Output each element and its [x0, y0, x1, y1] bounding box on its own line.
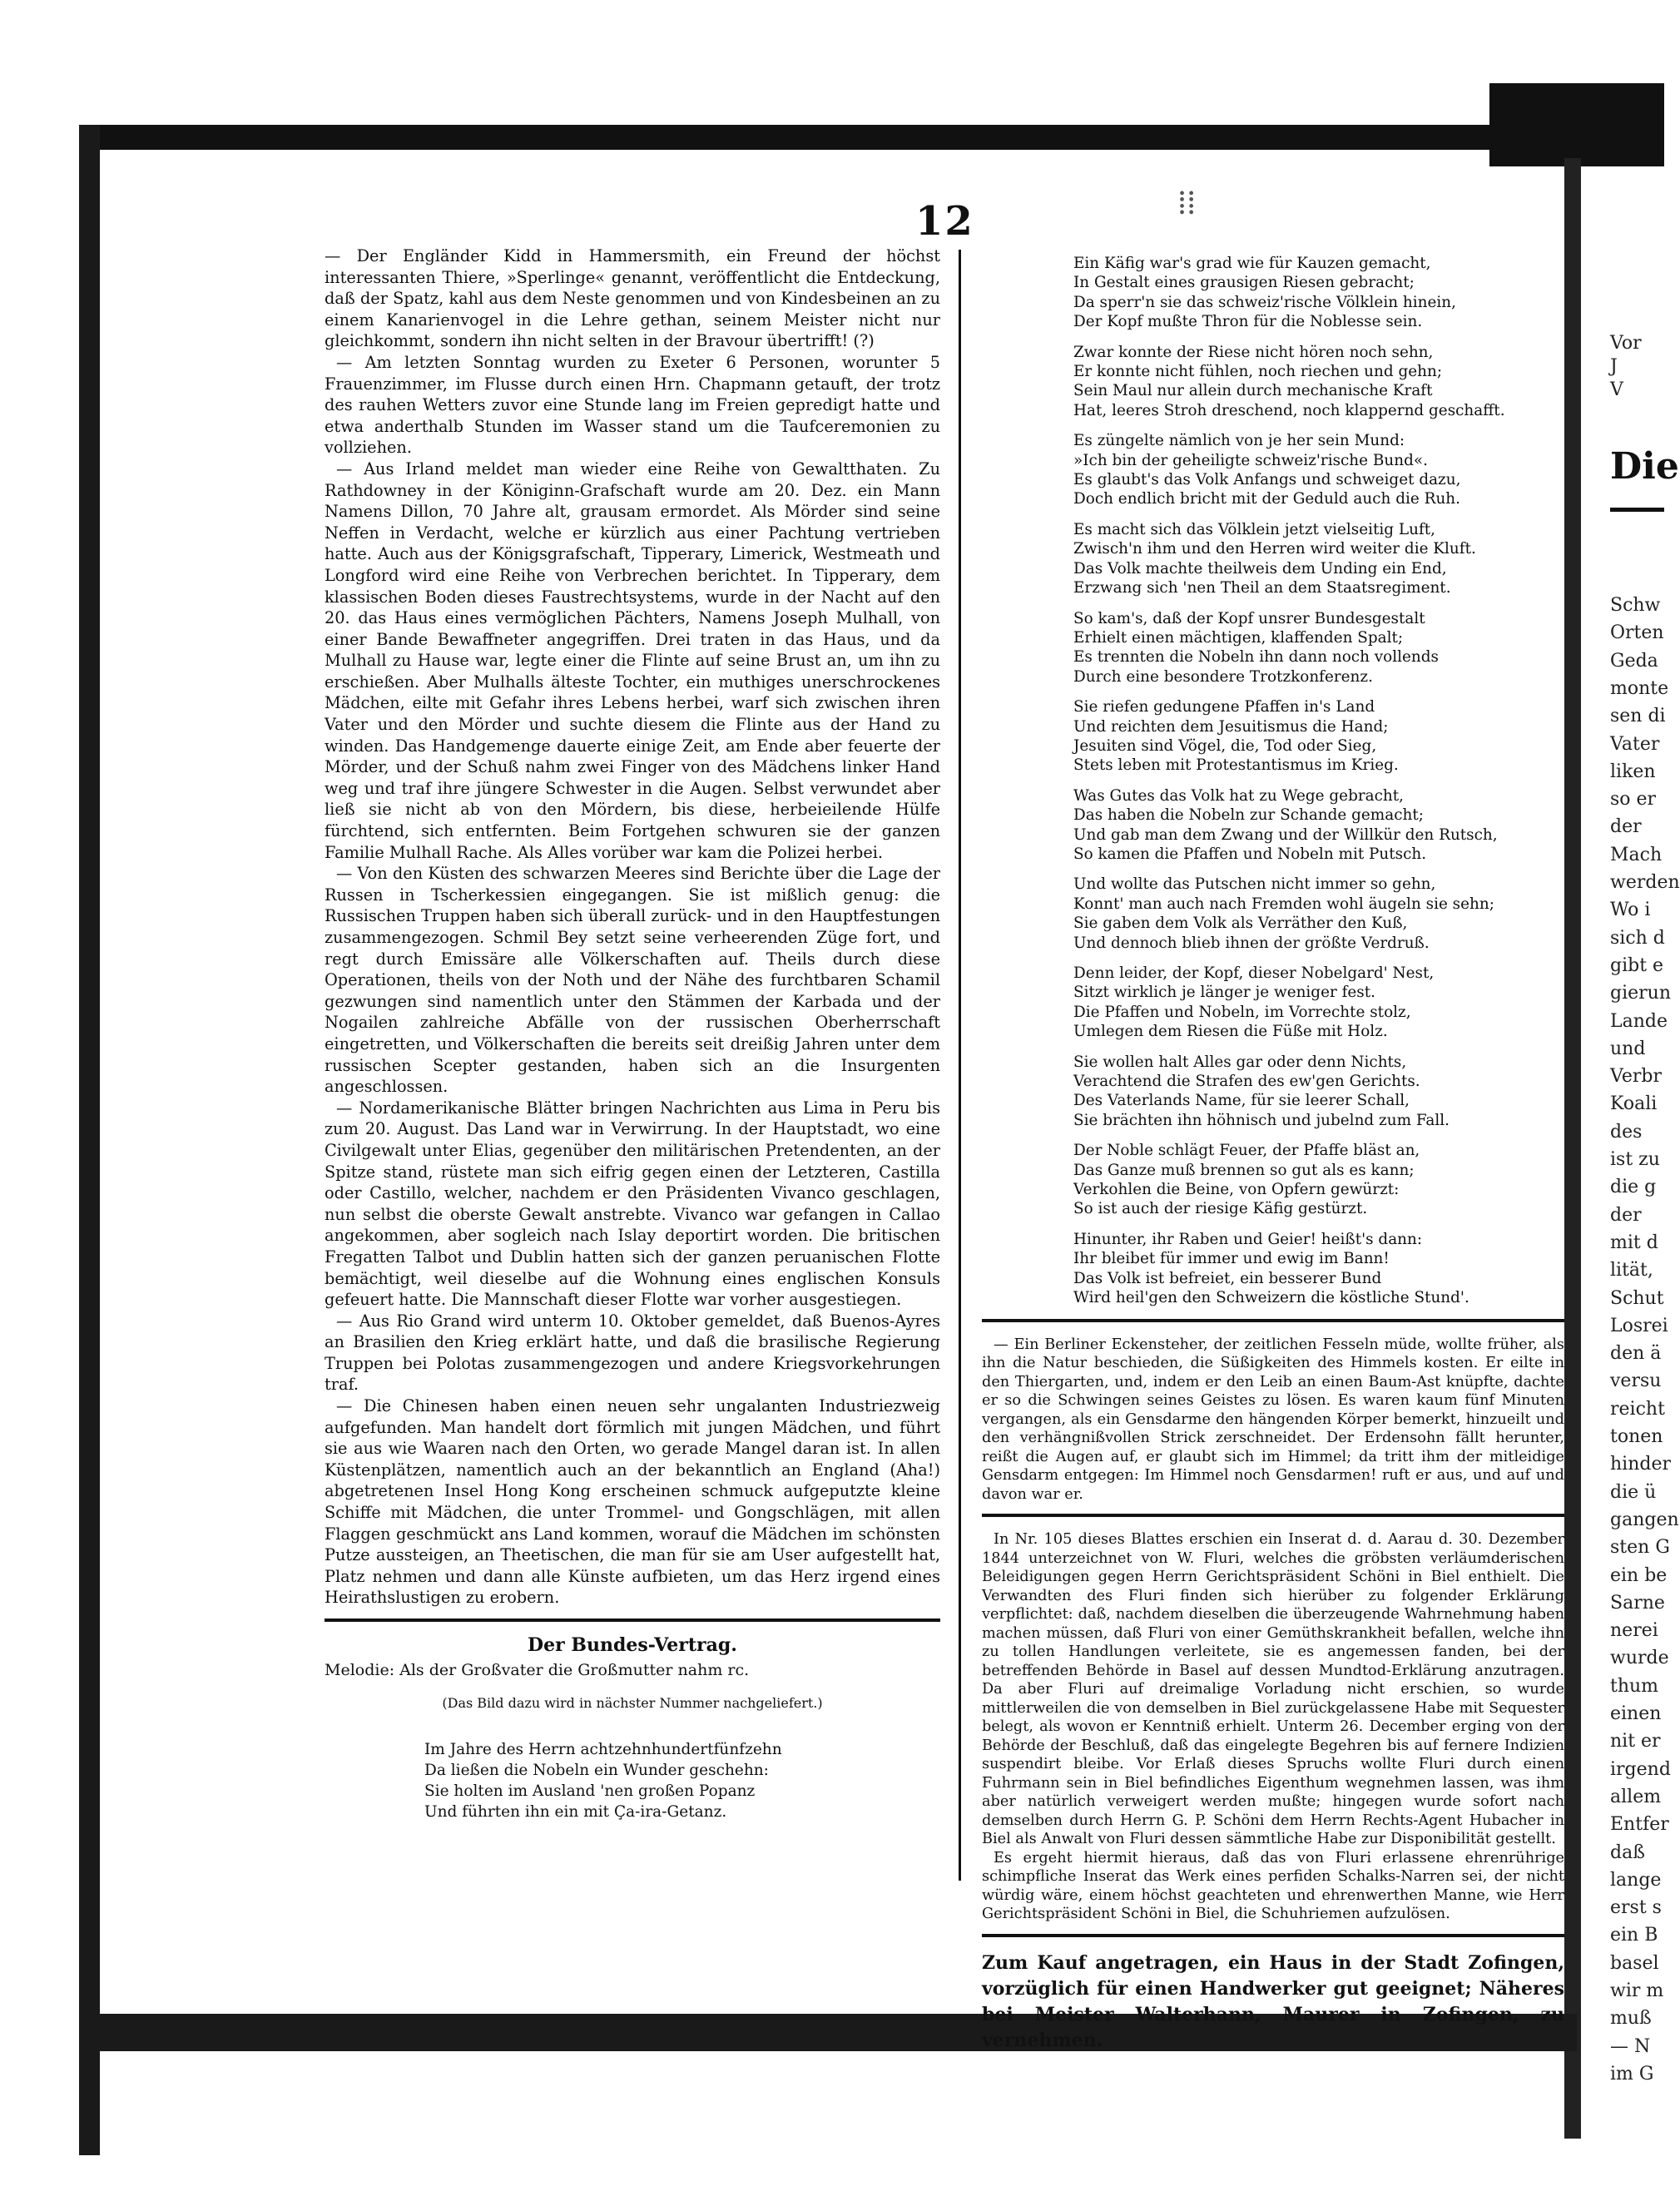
verse-line: Zwar konnte der Riese nicht hören noch sehn, [1073, 343, 1434, 361]
verse-line: Hinunter, ihr Raben und Geier! heißt's dann: [1073, 1230, 1423, 1248]
adjacent-page-line: Schut [1610, 1287, 1664, 1309]
verse-line: Das Volk machte theilweis dem Unding ein End, [1073, 559, 1447, 578]
adjacent-page-line: gierun [1610, 983, 1671, 1004]
page-number: 12 [915, 198, 974, 245]
poem-stanza [1073, 520, 1564, 598]
adjacent-page-line: Geda [1610, 650, 1658, 672]
verse-line: Und wollte das Putschen nicht immer so gehn, [1073, 875, 1436, 894]
news-item-peru: — Nordamerikanische Blätter bringen Nachrichten aus Lima in Peru bis zum 20. August. Das Land war in Verwirrung. In der Hauptstadt, wo eine Civilgewalt unter Elias, gegenüber den militärischen Pretendenten, an der Spitze stand, rüstete man sich eifrig gegen einen der Letzteren, Castilla oder Castillo, welcher, nachdem er den Präsidenten Vivanco geschlagen, nun selbst die oberste Gewalt anstrebte. Vivanco war gefangen in Callao angekommen, aber sogleich nach Islay deportirt worden. Die britischen Fregatten Talbot und Dublin hatten sich der ganzen peruanischen Flotte bemächtigt, weil dieselbe auf die Wohnung eines englischen Konsuls gefeuert hatte. Die Mannschaft dieser Flotte war vorher ausgestiegen. [325, 1098, 940, 1310]
adjacent-page-line: einen [1610, 1703, 1662, 1724]
verse-line: Das Volk ist befreiet, ein besserer Bund [1073, 1269, 1382, 1287]
adjacent-page-line: im G [1610, 2063, 1654, 2085]
poem-melody: Melodie: Als der Großvater die Großmutter nahm rc. [325, 1660, 750, 1679]
verse-line: Sie wollen halt Alles gar oder denn Nichts, [1073, 1053, 1407, 1071]
verse-line: Des Vaterlands Name, für sie leerer Schall, [1073, 1092, 1410, 1110]
verse-line: Ihr bleibet für immer und ewig im Bann! [1073, 1250, 1390, 1268]
poem-stanza [1073, 964, 1564, 1042]
poem-stanza [1073, 875, 1564, 953]
adjacent-page-line: sich d [1610, 927, 1665, 949]
verse-line: So kam's, daß der Kopf unsrer Bundesgestalt [1073, 609, 1425, 627]
adjacent-page-line: Sarne [1610, 1592, 1665, 1614]
news-item-sparrow: — Der Engländer Kidd in Hammersmith, ein Freund der höchst interessanten Thiere, »Sperlinge« genannt, veröffentlicht die Entdeckung, daß der Spatz, kahl aus dem Neste genommen und von Kindesbeinen an zu einem Kanarienvogel in die Lehre gethan, seinem Meister nicht nur gleichkommt, sondern ihn nicht selten in der Bravour übertrifft! (?) [325, 246, 940, 351]
verse-line: Verkohlen die Beine, von Opfern gewürzt: [1073, 1181, 1400, 1199]
adjacent-page-line: gibt e [1610, 954, 1664, 976]
section-rule [982, 1514, 1564, 1517]
adjacent-page-line: lität, [1610, 1260, 1653, 1281]
verse-line: Und führten ihn ein mit Ça-ira-Getanz. [424, 1802, 727, 1821]
adjacent-page-line: der [1610, 1204, 1642, 1226]
adjacent-page-line: Wo i [1610, 900, 1651, 921]
news-item-black-sea: — Von den Küsten des schwarzen Meeres sind Berichte über die Lage der Russen in Tscherkessien eingegangen. Sie ist mißlich genug: die Russischen Truppen haben sich überall zurück- und in den Hauptfestungen zusammengezogen. Schmil Bey setzt seine verheerenden Züge fort, und regt durch Emissäre alle Völkerschaften auf. Theils durch diese Operationen, theils von der Noth und der Nähe des furchtbaren Schamil gezwungen sind namentlich unter den Stämmen der Karbada und der Nogailen zahlreiche Abfälle von der russischen Oberherrschaft eingetretten, und Völkerschaften die bereits seit dreißig Jahren unter dem russischen Scepter gestanden, haben sich an die Insurgenten angeschlossen. [325, 864, 940, 1097]
poem-stanza [1073, 431, 1564, 509]
verse-line: Und dennoch blieb ihnen der größte Verdruß. [1073, 934, 1430, 952]
adjacent-page-line: ein B [1610, 1925, 1658, 1946]
adjacent-page-line: mit d [1610, 1232, 1658, 1253]
verse-line: Denn leider, der Kopf, dieser Nobelgard' Nest, [1073, 964, 1435, 982]
adjacent-page-line: wir m [1610, 1980, 1664, 2001]
verse-line: Durch eine besondere Trotzkonferenz. [1073, 667, 1373, 686]
notice-paragraph: In Nr. 105 dieses Blattes erschien ein Inserat d. d. Aarau d. 30. Dezember 1844 unterzeichnet von W. Fluri, welches die gröbsten verläumderischen Beleidigungen gegen Herrn Gerichtspräsident Schöni in Biel enthielt. Die Verwandten des Fluri finden sich hierüber zu folgender Erklärung verpflichtet: daß, nachdem dieselben die überzeugende Wahrnehmung haben machen müssen, daß Fluri von einer Gemüthskrankheit befallen, welche ihn zu tollen Handlungen verleitete, sie es angemessen fanden, bei der betreffenden Behörde in Basel auf dessen Mundtod-Erklärung anzutragen. Da aber Fluri auf dreimalige Vorladung nicht erschien, so wurde mittlerweilen die von demselben in Biel zurückgelassene Habe mit Sequester belegt, als wovon er Kenntniß erhielt. Unterm 26. December erging von der Behörde der Beschluß, daß das eingelegte Begehren bis auf fernere Indizien suspendirt bleibe. Vor Erlaß dieses Spruchs wollte Fluri durch einen Fuhrmann sein in Biel befindliches Eigenthum wegnehmen lassen, was ihm aber natürlich verweigert werden mußte; hingegen wurde sofort nach demselben durch Herrn G. P. Schöni dem Herrn Rechts-Agent Hubacher in Biel als Anwalt von Fluri dessen sämmtliche Habe zur Disponibilität gestellt. [982, 1531, 1564, 1847]
adjacent-page-line: wurde [1610, 1648, 1669, 1669]
adjacent-page-line: sen di [1610, 706, 1666, 727]
poem-stanza [1073, 1053, 1564, 1131]
section-rule [325, 1619, 940, 1622]
notice-fluri [982, 1530, 1564, 1924]
verse-line: Sie brächten ihn höhnisch und jubelnd zum Fall. [1073, 1111, 1450, 1129]
verse-line: Verachtend die Strafen des ew'gen Gerichts. [1073, 1073, 1420, 1091]
verse-line: Da sperr'n sie das schweiz'rische Völklein hinein, [1073, 293, 1456, 311]
verse-line: Der Kopf mußte Thron für die Noblesse sein. [1073, 313, 1423, 331]
adjacent-page-line: allem [1610, 1786, 1662, 1807]
adjacent-page-line: — N [1610, 2035, 1651, 2057]
adjacent-page-line: und [1610, 1038, 1646, 1059]
adjacent-page-rule [1610, 508, 1664, 512]
adjacent-page-line: thum [1610, 1675, 1659, 1697]
adjacent-page-line: ein be [1610, 1564, 1668, 1586]
verse-line: Und reichten dem Jesuitismus die Hand; [1073, 717, 1389, 736]
news-item-baptism: — Am letzten Sonntag wurden zu Exeter 6 Personen, worunter 5 Frauenzimmer, im Flusse durch einen Hrn. Chapmann getauft, der trotz des rauhen Wetters zuvor eine Stunde lang im Freien gepredigt hatte und etwa anderthalb Stunden im Wasser stand um die Taufceremonien zu vollziehen. [325, 352, 940, 458]
verse-line: Es trennten die Nobeln ihn dann noch vollends [1073, 648, 1439, 667]
scan-border-left [79, 125, 100, 2155]
verse-line: Es macht sich das Völklein jetzt vielseitig Luft, [1073, 520, 1435, 538]
verse-line: Das haben die Nobeln zur Schande gemacht; [1073, 806, 1424, 825]
verse-line: Sie holten im Ausland 'nen großen Popanz [424, 1782, 756, 1800]
adjacent-page-line: die ü [1610, 1481, 1657, 1503]
section-rule [982, 1934, 1564, 1937]
poem-first-stanza [424, 1739, 940, 1822]
adjacent-page-line: sten G [1610, 1537, 1670, 1559]
poem-title: Der Bundes-Vertrag. [528, 1634, 737, 1656]
verse-line: Es glaubt's das Volk Anfangs und schweiget dazu, [1073, 471, 1461, 489]
adjacent-page-line: Losrei [1610, 1315, 1668, 1336]
verse-line: Sein Maul nur allein durch mechanische Kraft [1073, 382, 1433, 400]
adjacent-page-line: reicht [1610, 1398, 1665, 1420]
verse-line: Das Ganze muß brennen so gut als es kann; [1073, 1161, 1415, 1179]
verse-line: Und gab man dem Zwang und der Willkür den Rutsch, [1073, 825, 1498, 844]
verse-line: In Gestalt eines grausigen Riesen gebracht; [1073, 274, 1415, 292]
adjacent-page-line: erst s [1610, 1897, 1662, 1919]
poem-stanza [1073, 786, 1564, 865]
news-item-rio-grand: — Aus Rio Grand wird unterm 10. Oktober gemeldet, daß Buenos-Ayres an Brasilien den Krieg erklärt hatte, und daß die brasilische Regierung Truppen bei Polotas zusammengezogen und andere Kriegsvorkehrungen traf. [325, 1311, 940, 1395]
verse-line: So kamen die Pfaffen und Nobeln mit Putsch. [1073, 845, 1427, 863]
verse-line: Sitzt wirklich je länger je weniger fest. [1073, 984, 1375, 1002]
news-item-berlin [982, 1336, 1564, 1505]
adjacent-page-line: V [1610, 379, 1623, 400]
adjacent-page-line: Orten [1610, 622, 1664, 644]
adjacent-page-line: des [1610, 1121, 1643, 1143]
verse-line: »Ich bin der geheiligte schweiz'rische Bund«. [1073, 451, 1428, 469]
poem-stanza [1073, 1230, 1564, 1308]
verse-line: Sie gaben dem Volk als Verräther den Kuß, [1073, 915, 1408, 933]
adjacent-page-line: die g [1610, 1177, 1657, 1198]
verse-line: Er konnte nicht fühlen, noch riechen und gehn; [1073, 363, 1443, 381]
left-column [325, 245, 940, 1822]
news-item-china: — Die Chinesen haben einen neuen sehr ungalanten Industriezweig aufgefunden. Man handelt dort förmlich mit jungen Mädchen, und führt sie aus wie Waaren nach den Orten, wo gerade Mangel daran ist. In allen Küstenplätzen, namentlich auch an der bekanntlich an England (Aha!) abgetretenen Insel Hong Kong erscheinen schmuck aufgeputzte kleine Schiffe mit Mädchen, die unter Trommel- und Gongschlägen, mit allen Flaggen geschmückt ans Land kommen, worauf die Mädchen im schönsten Putze aussteigen, an Theetischen, die man für sie am User aufgestellt hat, Platz nehmen und dann alle Künste aufbieten, um das Herz irgend eines Heirathslustigen zu erobern. [325, 1396, 940, 1608]
right-column [982, 254, 1564, 2054]
news-item-ireland: — Aus Irland meldet man wieder eine Reihe von Gewaltthaten. Zu Rathdowney in der Königinn-Grafschaft wurde am 20. Dez. ein Mann Namens Dillon, 70 Jahre alt, grausam ermordet. Als Mörder sind seine Neffen in Verdacht, welche er kürzlich aus einer Pachtung vertrieben hatte. Auch aus der Königsgrafschaft, Tipperary, Limerick, Westmeath und Longford wird eine Reihe von Verbrechen berichtet. In Tipperary, dem klassischen Boden dieses Faustrechtsystems, wurde in der Nacht auf den 20. das Haus eines vermöglichen Pächters, Namens Joseph Mulhall, von einer Bande Bewaffneter angegriffen. Drei traten in das Haus, und da Mulhall zu Hause war, legte einer die Flinte auf seine Brust an, um ihn zu erschießen. Aber Mulhalls älteste Tochter, ein muthiges unerschrockenes Mädchen, eilte mit Gefahr ihres Lebens herbei, warf sich zwischen ihren Vater und den Mörder und suchte diesem die Flinte aus der Hand zu winden. Das Handgemenge dauerte einige Zeit, am Ende aber feuerte der Mörder, und der Schuß nahm zwei Finger von des Mädchens linker Hand weg und traf ihre jüngere Schwester in die Augen. Selbst verwundet aber ließ sie nicht ab von den Mördern, bis diese, herbeieilende Hülfe fürchtend, sich entfernten. Beim Fortgehen schwuren sie der ganzen Familie Mulhall Rache. Als Alles vorüber war kam die Polizei herbei. [325, 459, 940, 862]
verse-line: Erhielt einen mächtigen, klaffenden Spalt; [1073, 628, 1404, 647]
adjacent-page-line: nerei [1610, 1620, 1658, 1642]
adjacent-page-line: irgend [1610, 1758, 1671, 1780]
poem-continuation [982, 254, 1564, 1308]
verse-line: Erzwang sich 'nen Theil an dem Staatsregiment. [1073, 579, 1451, 597]
scan-border-top [83, 125, 1573, 150]
verse-line: Hat, leeres Stroh dreschend, noch klappernd geschafft. [1073, 401, 1505, 419]
adjacent-page-line: daß [1610, 1842, 1645, 1863]
scan-border-right [1564, 158, 1581, 2139]
adjacent-page-line: ist zu [1610, 1149, 1660, 1170]
adjacent-page-line: Vater [1610, 733, 1660, 755]
column-divider [959, 250, 961, 1881]
adjacent-page-line: so er [1610, 789, 1657, 811]
adjacent-page-line: der [1610, 816, 1642, 838]
verse-line: Umlegen dem Riesen die Füße mit Holz. [1073, 1023, 1388, 1041]
verse-line: Es züngelte nämlich von je her sein Mund: [1073, 432, 1405, 450]
real-estate-ad: Zum Kauf angetragen, ein Haus in der Stadt Zofingen, vorzüglich für einen Handwerker gut geeignet; Näheres bei Meister Walterhann, Maurer in Zofingen, zu vernehmen. [982, 1951, 1564, 2051]
scan-artifact: ⁞⁞ [1177, 184, 1197, 222]
verse-line: Konnt' man auch nach Fremden wohl äugeln sie sehn; [1073, 895, 1494, 913]
verse-line: Die Pfaffen und Nobeln, im Vorrechte stolz, [1073, 1003, 1411, 1021]
adjacent-page-line: liken [1610, 761, 1656, 782]
scan-border-corner [1489, 83, 1664, 166]
verse-line: Sie riefen gedungene Pfaffen in's Land [1073, 698, 1375, 716]
adjacent-page-headline: Die [1610, 445, 1679, 488]
adjacent-page-line: versu [1610, 1371, 1662, 1392]
adjacent-page-line: hinder [1610, 1454, 1671, 1475]
verse-line: Da ließen die Nobeln ein Wunder geschehn: [424, 1761, 769, 1779]
verse-line: Wird heil'gen den Schweizern die köstliche Stund'. [1073, 1289, 1469, 1307]
adjacent-page-line: Schw [1610, 595, 1661, 616]
poem-stanza [1073, 1141, 1564, 1219]
adjacent-page-line: Lande [1610, 1010, 1668, 1032]
adjacent-page-line: Verbr [1610, 1066, 1663, 1088]
verse-line: Was Gutes das Volk hat zu Wege gebracht, [1073, 786, 1404, 805]
adjacent-page-line: Mach [1610, 844, 1663, 865]
verse-line: Doch endlich bricht mit der Geduld auch die Ruh. [1073, 490, 1460, 508]
section-rule [982, 1319, 1564, 1322]
poem-note: (Das Bild dazu wird in nächster Nummer nachgeliefert.) [442, 1695, 823, 1712]
verse-line: Jesuiten sind Vögel, die, Tod oder Sieg, [1073, 736, 1377, 755]
verse-line: Im Jahre des Herrn achtzehnhundertfünfzehn [424, 1740, 782, 1758]
verse-line: Der Noble schlägt Feuer, der Pfaffe bläst an, [1073, 1142, 1420, 1160]
berlin-paragraph: — Ein Berliner Eckensteher, der zeitlichen Fesseln müde, wollte früher, als ihn die Natur beschieden, die Süßigkeiten des Himmels kosten. Er eilte in den Thiergarten, und, indem er den Leib an einen Baum-Ast knüpfte, dachte er so die Schwingen seines Geistes zu lösen. Es waren kaum fünf Minuten vergangen, als ein Gensdarme den hängenden Körper bemerkt, hinzueilt und den verhängnißvollen Strick zerschneidet. Der Erdensohn fällt herunter, reißt die Augen auf, er glaubt sich im Himmel; da tritt ihm der mitleidige Gensdarm entgegen: Im Himmel noch Gensdarmen! ruft er aus, und auf und davon war er. [982, 1336, 1564, 1503]
notice-paragraph: Es ergeht hiermit hieraus, daß das von Fluri erlassene ehrenrührige schimpfliche Inserat das Werk eines perfiden Schalks-Narren sei, der nicht würdig wäre, einem höchst geachteten und ehrenwerthen Manne, wie Herr Gerichtspräsident Schöni in Biel, die Schuhriemen aufzulösen. [982, 1849, 1564, 1922]
verse-line: Stets leben mit Protestantismus im Krieg. [1073, 756, 1399, 775]
poem-stanza [1073, 343, 1564, 421]
verse-line: Ein Käfig war's grad wie für Kauzen gemacht, [1073, 255, 1431, 272]
adjacent-page-line: Vor [1610, 333, 1642, 354]
adjacent-page-line: Koali [1610, 1093, 1658, 1115]
adjacent-page-line: lange [1610, 1869, 1662, 1891]
adjacent-page-line: J [1610, 356, 1618, 377]
adjacent-page-line: Entfer [1610, 1814, 1669, 1836]
verse-line: Zwisch'n ihm und den Herren wird weiter die Kluft. [1073, 540, 1476, 558]
poem-stanza [1073, 609, 1564, 687]
poem-stanza [1073, 697, 1564, 776]
adjacent-page-line: monte [1610, 677, 1669, 699]
verse-line: So ist auch der riesige Käfig gestürzt. [1073, 1200, 1368, 1218]
adjacent-page-line: werden [1610, 872, 1680, 893]
adjacent-page-line: basel [1610, 1952, 1659, 1974]
adjacent-page-line: muß [1610, 2008, 1652, 2030]
adjacent-page-line: gangen [1610, 1509, 1679, 1530]
adjacent-page-line: nit er [1610, 1731, 1661, 1752]
adjacent-page-line: tonen [1610, 1426, 1663, 1447]
adjacent-page-line: den ä [1610, 1343, 1662, 1365]
poem-stanza [1073, 254, 1564, 332]
